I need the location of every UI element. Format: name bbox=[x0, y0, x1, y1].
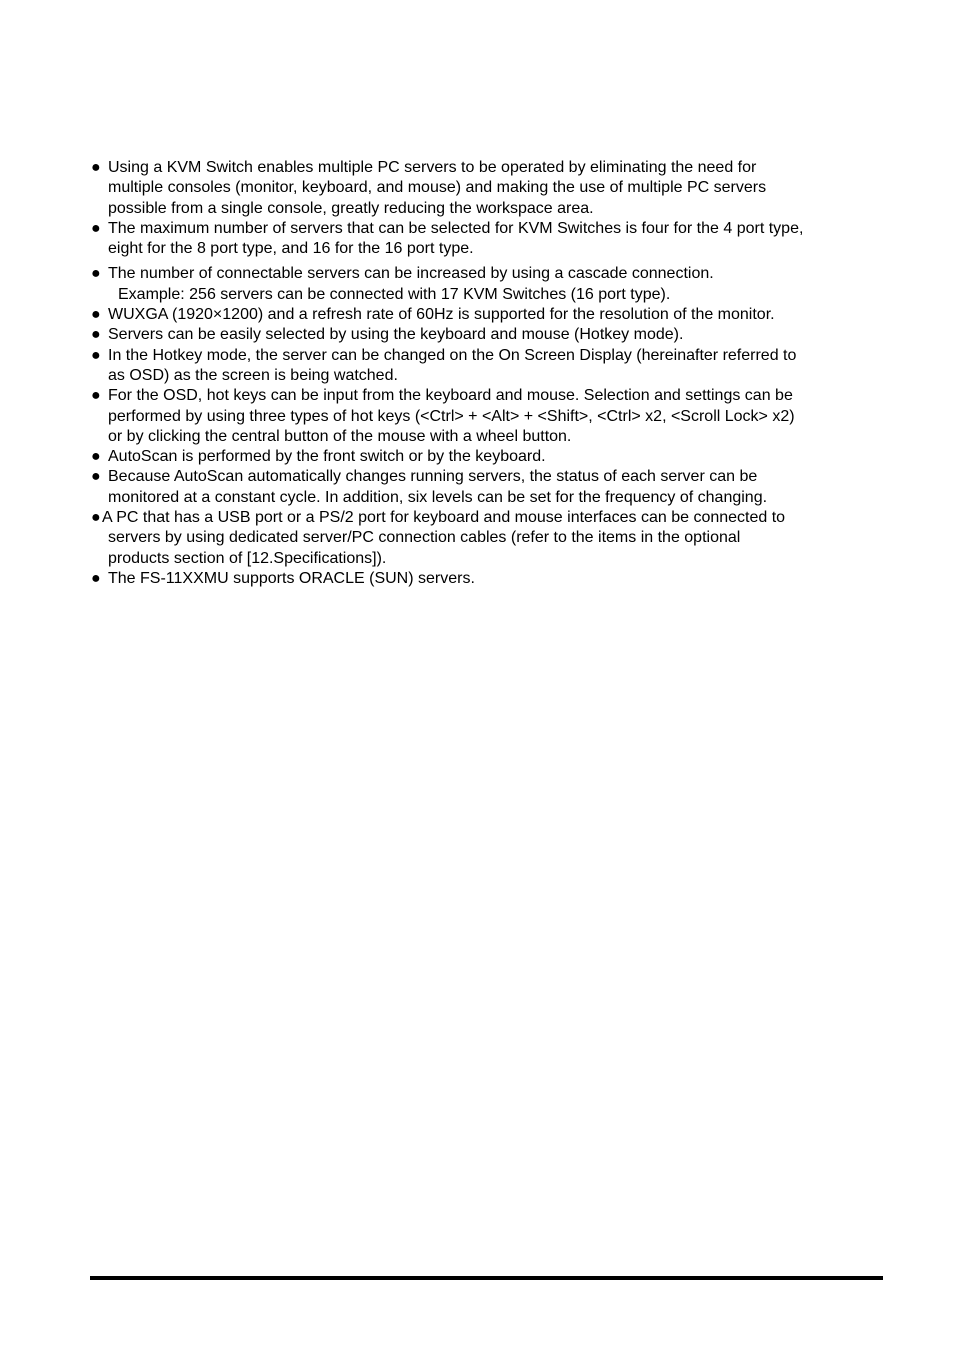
feature-item bbox=[91, 569, 891, 589]
feature-item bbox=[91, 508, 891, 569]
bullet-icon: ● bbox=[91, 346, 101, 364]
feature-item bbox=[91, 447, 891, 467]
bullet-icon: ● bbox=[91, 468, 101, 486]
feature-item bbox=[91, 467, 891, 508]
bullet-icon: ● bbox=[91, 448, 101, 466]
feature-line: Because AutoScan automatically changes running servers, the status of each server can be bbox=[108, 468, 758, 486]
feature-line: In the Hotkey mode, the server can be changed on the On Screen Display (hereinafter referred to bbox=[108, 346, 797, 364]
bullet-icon: ● bbox=[91, 569, 101, 587]
feature-line: servers by using dedicated server/PC connection cables (refer to the items in the optional bbox=[108, 529, 741, 547]
feature-line: possible from a single console, greatly reducing the workspace area. bbox=[108, 199, 594, 217]
bullet-icon: ● bbox=[91, 509, 101, 527]
feature-item bbox=[91, 386, 891, 447]
feature-item bbox=[91, 305, 891, 325]
feature-line: AutoScan is performed by the front switch or by the keyboard. bbox=[108, 448, 546, 466]
bullet-icon: ● bbox=[91, 306, 101, 324]
feature-line: For the OSD, hot keys can be input from the keyboard and mouse. Selection and settings can be bbox=[108, 387, 793, 405]
footer-divider bbox=[90, 1276, 883, 1280]
feature-line: products section of [12.Specifications]). bbox=[108, 549, 387, 567]
bullet-icon: ● bbox=[91, 219, 101, 237]
feature-line: performed by using three types of hot keys (<Ctrl> + <Alt> + <Shift>, <Ctrl> x2, <Scroll Lock> x2) bbox=[108, 407, 795, 425]
feature-line: Using a KVM Switch enables multiple PC servers to be operated by eliminating the need for bbox=[108, 159, 757, 176]
bullet-icon: ● bbox=[91, 159, 101, 176]
feature-line: multiple consoles (monitor, keyboard, and mouse) and making the use of multiple PC servers bbox=[108, 179, 767, 197]
feature-line: eight for the 8 port type, and 16 for the 16 port type. bbox=[108, 240, 474, 258]
feature-line: A PC that has a USB port or a PS/2 port for keyboard and mouse interfaces can be connected to bbox=[102, 509, 786, 527]
feature-item bbox=[91, 346, 891, 387]
feature-line: The maximum number of servers that can be selected for KVM Switches is four for the 4 port type, bbox=[108, 219, 804, 237]
feature-line: monitored at a constant cycle. In addition, six levels can be set for the frequency of changing. bbox=[108, 488, 768, 506]
feature-line: Servers can be easily selected by using the keyboard and mouse (Hotkey mode). bbox=[108, 326, 684, 344]
feature-item bbox=[91, 158, 891, 219]
feature-line: WUXGA (1920×1200) and a refresh rate of 60Hz is supported for the resolution of the monitor. bbox=[108, 306, 775, 324]
feature-line: The FS-11XXMU supports ORACLE (SUN) servers. bbox=[108, 569, 475, 587]
feature-item bbox=[91, 264, 891, 305]
feature-line: as OSD) as the screen is being watched. bbox=[108, 366, 398, 384]
bullet-icon: ● bbox=[91, 387, 101, 405]
feature-item bbox=[91, 325, 891, 345]
feature-list bbox=[91, 158, 891, 589]
bullet-icon: ● bbox=[91, 326, 101, 344]
feature-line: The number of connectable servers can be increased by using a cascade connection. bbox=[108, 265, 714, 283]
bullet-icon: ● bbox=[91, 265, 101, 283]
feature-example-line: Example: 256 servers can be connected with 17 KVM Switches (16 port type). bbox=[118, 285, 671, 303]
feature-item bbox=[91, 219, 891, 260]
feature-line: or by clicking the central button of the mouse with a wheel button. bbox=[108, 427, 572, 445]
